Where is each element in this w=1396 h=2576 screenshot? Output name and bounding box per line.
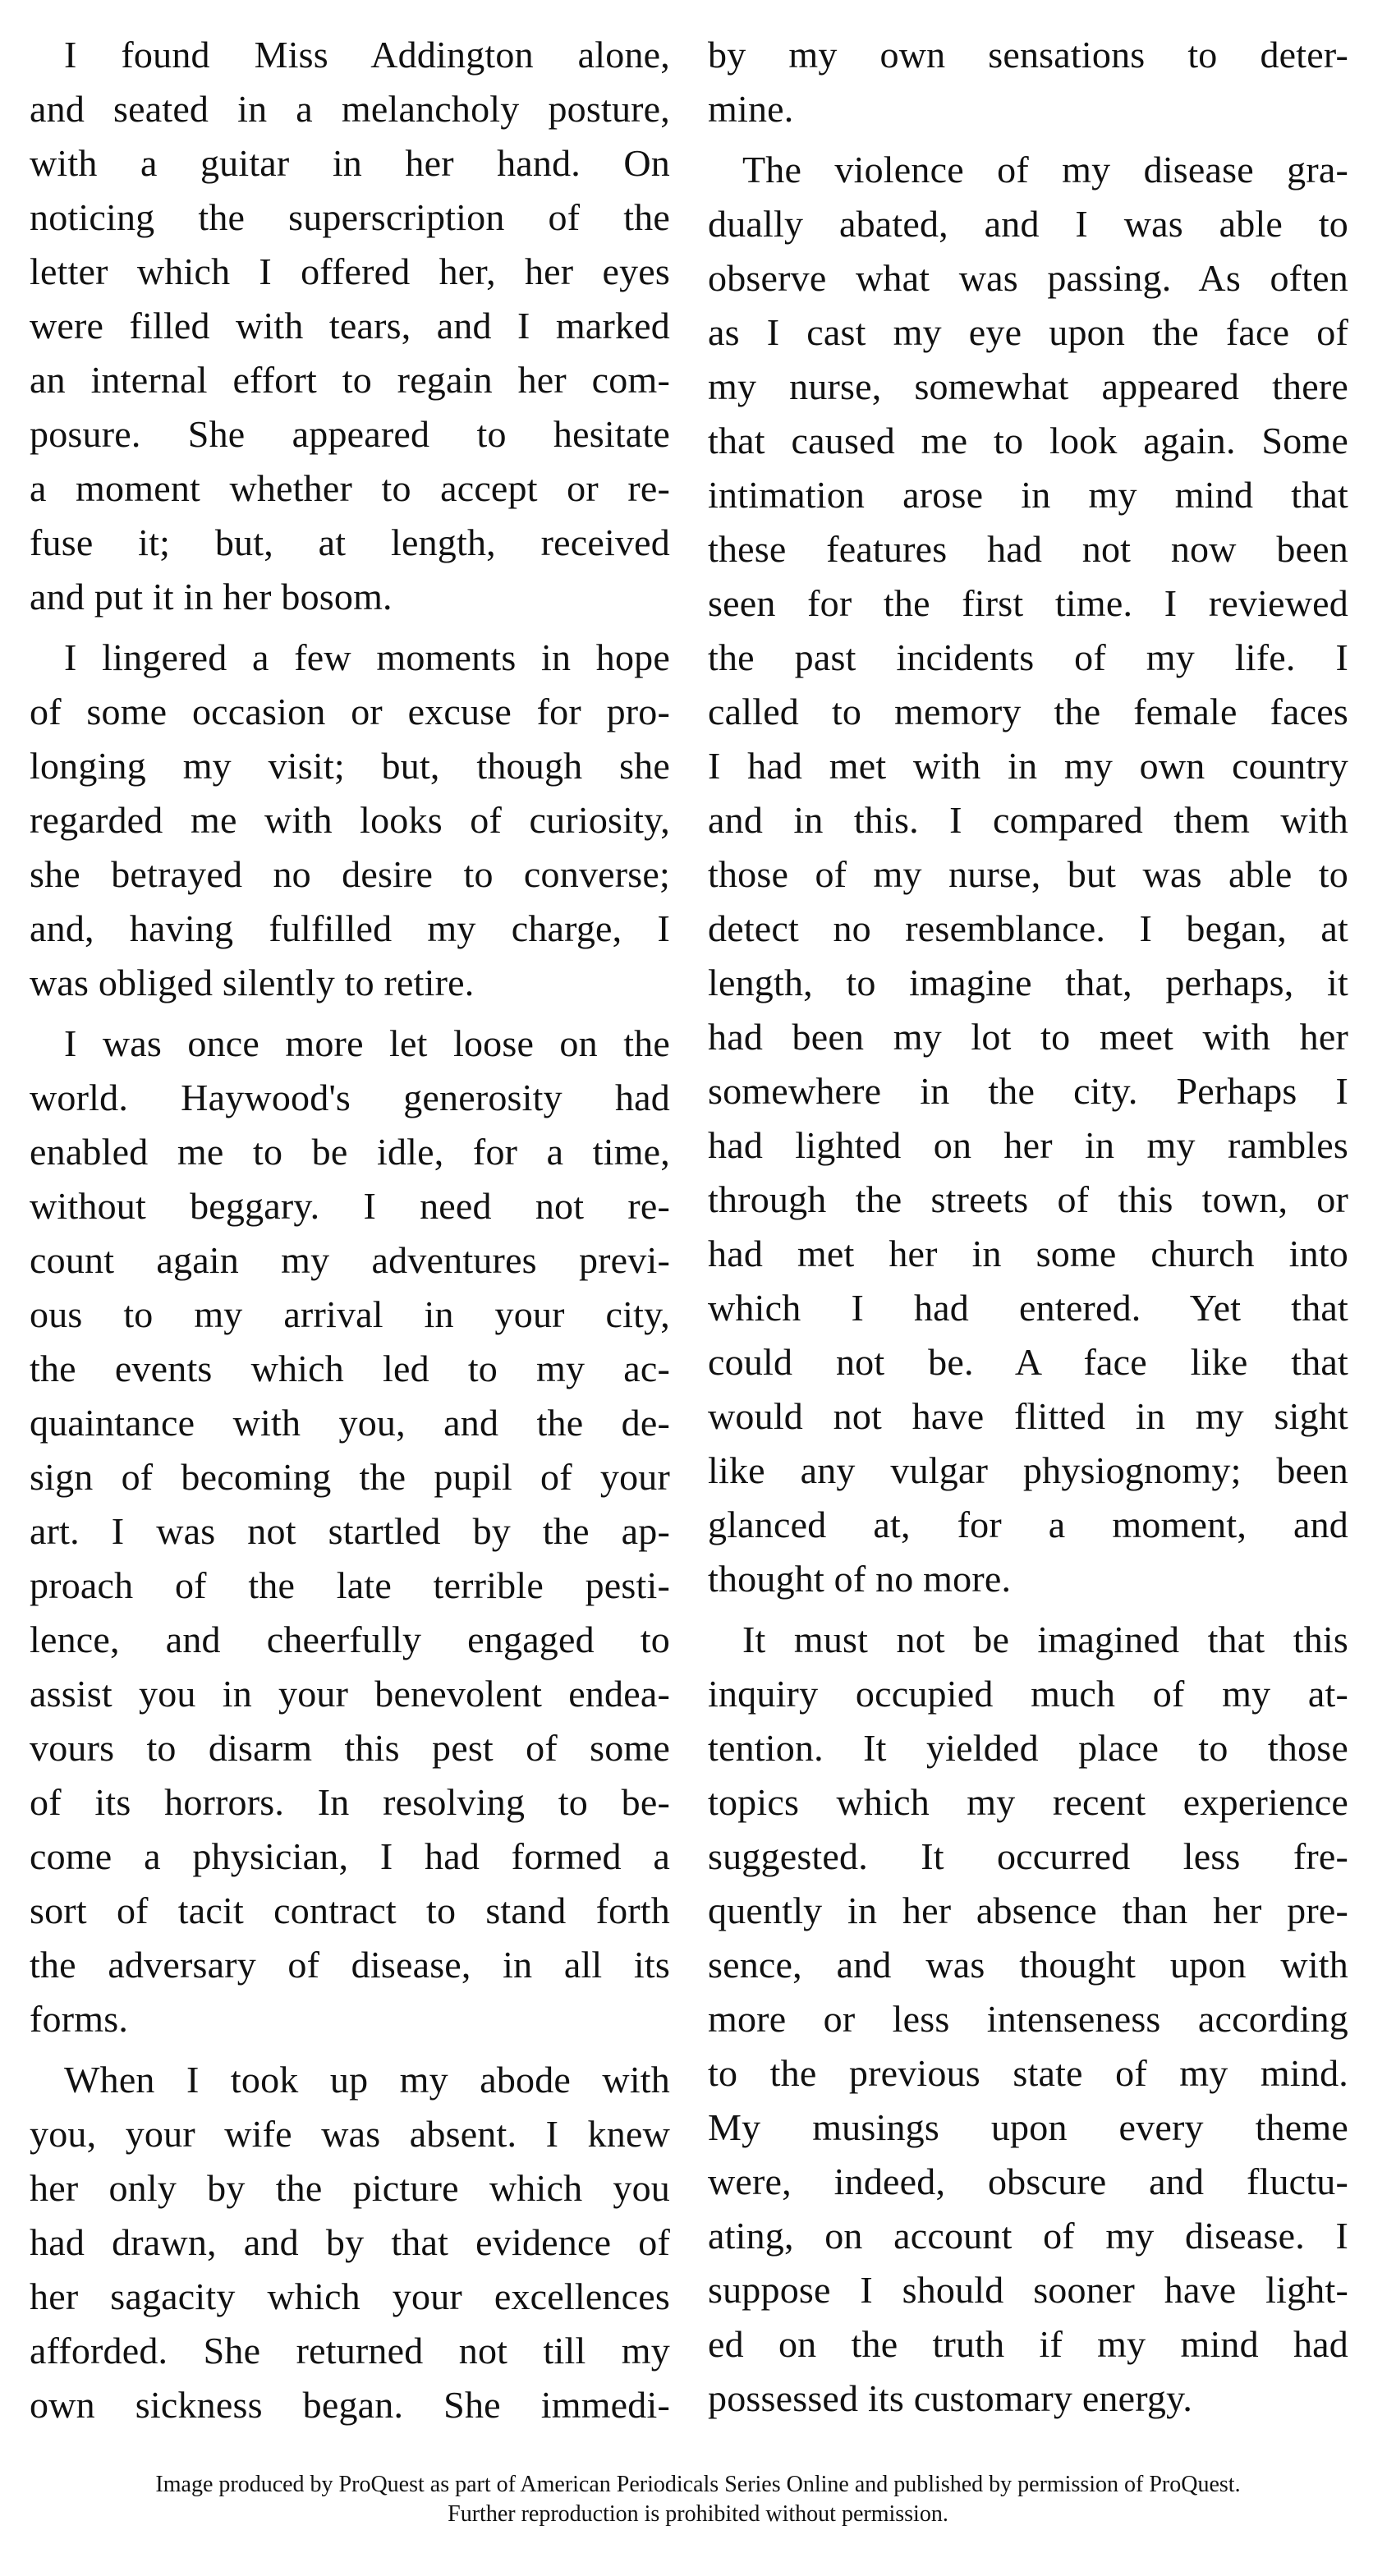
- text-line: tention. It yielded place to those: [708, 1727, 1348, 1769]
- text-line: to the previous state of my mind.: [708, 2052, 1348, 2094]
- paragraph-gap: [708, 2426, 1348, 2432]
- text-line: It must not be imagined that this: [742, 1619, 1348, 1660]
- text-line: inquiry occupied much of my at-: [708, 1673, 1348, 1715]
- text-line: had drawn, and by that evidence of: [30, 2221, 670, 2263]
- text-line: the past incidents of my life. I: [708, 636, 1348, 678]
- text-line: noticing the superscription of the: [30, 196, 670, 238]
- text-line: possessed its customary energy.: [708, 2377, 1193, 2419]
- text-line: an internal effort to regain her com-: [30, 359, 670, 401]
- text-line: longing my visit; but, though she: [30, 745, 670, 787]
- paragraph: [30, 1017, 670, 2046]
- text-line: glanced at, for a moment, and: [708, 1504, 1348, 1545]
- text-line: those of my nurse, but was able to: [708, 853, 1348, 895]
- text-line: detect no resemblance. I began, at: [708, 907, 1348, 949]
- text-line: seen for the first time. I reviewed: [708, 582, 1348, 624]
- text-line: and, having fulfilled my charge, I: [30, 907, 670, 949]
- text-line: were, indeed, obscure and fluctu-: [708, 2160, 1348, 2202]
- paragraph-gap: [30, 624, 670, 631]
- text-line: I found Miss Addington alone,: [64, 34, 670, 76]
- text-line: posure. She appeared to hesitate: [30, 413, 670, 455]
- paragraph: [708, 143, 1348, 1606]
- text-line: I had met with in my own country: [708, 745, 1348, 787]
- text-line: art. I was not startled by the ap-: [30, 1510, 670, 1552]
- text-line: she betrayed no desire to converse;: [30, 853, 670, 895]
- text-line: sence, and was thought upon with: [708, 1944, 1348, 1986]
- text-line: quaintance with you, and the de-: [30, 1402, 670, 1444]
- text-line: When I took up my abode with: [64, 2059, 670, 2101]
- text-line: length, to imagine that, perhaps, it: [708, 962, 1348, 1003]
- left-text-column: [30, 28, 670, 2434]
- text-line: My musings upon every theme: [708, 2106, 1348, 2148]
- paragraph: [708, 2432, 1348, 2434]
- text-line: regarded me with looks of curiosity,: [30, 799, 670, 841]
- text-line: thought of no more.: [708, 1558, 1012, 1600]
- text-line: without beggary. I need not re-: [30, 1185, 670, 1227]
- text-line: her sagacity which your excellences: [30, 2275, 670, 2317]
- text-line: [30, 2432, 670, 2434]
- right-text-column: [708, 28, 1348, 2434]
- text-line: intimation arose in my mind that: [708, 474, 1348, 516]
- footer-line-2: Further reproduction is prohibited without permission.: [448, 2501, 948, 2527]
- text-line: vours to disarm this pest of some: [30, 1727, 670, 1769]
- text-line: fuse it; but, at length, received: [30, 521, 670, 563]
- text-line: had lighted on her in my rambles: [708, 1124, 1348, 1166]
- text-line: lence, and cheerfully engaged to: [30, 1619, 670, 1660]
- text-line: through the streets of this town, or: [708, 1178, 1348, 1220]
- text-line: ed on the truth if my mind had: [708, 2323, 1348, 2365]
- text-line: and seated in a melancholy posture,: [30, 88, 670, 130]
- text-line: could not be. A face like that: [708, 1341, 1348, 1383]
- text-line: you, your wife was absent. I knew: [30, 2113, 670, 2155]
- text-line: own sickness began. She immedi-: [30, 2384, 670, 2426]
- paragraph: [30, 2053, 670, 2434]
- paragraph: [708, 28, 1348, 136]
- paragraph-gap: [30, 2046, 670, 2053]
- paragraph-gap: [708, 136, 1348, 143]
- text-line: suggested. It occurred less fre-: [708, 1835, 1348, 1877]
- text-line: come a physician, I had formed a: [30, 1835, 670, 1877]
- paragraph: [708, 1613, 1348, 2426]
- text-line: dually abated, and I was able to: [708, 203, 1348, 245]
- text-line: by my own sensations to deter-: [708, 34, 1348, 76]
- text-line: world. Haywood's generosity had: [30, 1077, 670, 1118]
- text-line: these features had not now been: [708, 528, 1348, 570]
- text-line: would not have flitted in my sight: [708, 1395, 1348, 1437]
- text-line: had met her in some church into: [708, 1233, 1348, 1274]
- text-line: I was once more let loose on the: [64, 1022, 670, 1064]
- paragraph-gap: [708, 1606, 1348, 1613]
- text-line: as I cast my eye upon the face of: [708, 311, 1348, 353]
- text-line: afforded. She returned not till my: [30, 2330, 670, 2372]
- text-line: a moment whether to accept or re-: [30, 467, 670, 509]
- text-line: were filled with tears, and I marked: [30, 305, 670, 347]
- text-line: forms.: [30, 1998, 129, 2040]
- text-line: my nurse, somewhat appeared there: [708, 365, 1348, 407]
- text-line: assist you in your benevolent endea-: [30, 1673, 670, 1715]
- text-line: of some occasion or excuse for pro-: [30, 691, 670, 732]
- text-line: that caused me to look again. Some: [708, 420, 1348, 461]
- text-line: topics which my recent experience: [708, 1781, 1348, 1823]
- text-line: [708, 2432, 1348, 2434]
- copyright-footer: [0, 2470, 1396, 2529]
- text-line: quently in her absence than her pre-: [708, 1890, 1348, 1931]
- text-line: mine.: [708, 88, 794, 130]
- text-line: somewhere in the city. Perhaps I: [708, 1070, 1348, 1112]
- text-line: more or less intenseness according: [708, 1998, 1348, 2040]
- paragraph-gap: [30, 1010, 670, 1017]
- text-line: had been my lot to meet with her: [708, 1016, 1348, 1058]
- text-line: of its horrors. In resolving to be-: [30, 1781, 670, 1823]
- footer-line-1: Image produced by ProQuest as part of American Periodicals Series Online and published by permission of ProQuest.: [155, 2472, 1241, 2497]
- text-line: observe what was passing. As often: [708, 257, 1348, 299]
- text-line: suppose I should sooner have light-: [708, 2269, 1348, 2311]
- text-line: her only by the picture which you: [30, 2167, 670, 2209]
- text-line: ous to my arrival in your city,: [30, 1293, 670, 1335]
- text-line: The violence of my disease gra-: [742, 149, 1348, 191]
- paragraph: [30, 28, 670, 624]
- text-line: sort of tacit contract to stand forth: [30, 1890, 670, 1931]
- text-line: ating, on account of my disease. I: [708, 2215, 1348, 2257]
- text-line: letter which I offered her, her eyes: [30, 250, 670, 292]
- text-line: the adversary of disease, in all its: [30, 1944, 670, 1986]
- text-line: was obliged silently to retire.: [30, 962, 475, 1003]
- text-line: the events which led to my ac-: [30, 1348, 670, 1389]
- text-line: count again my adventures previ-: [30, 1239, 670, 1281]
- text-line: which I had entered. Yet that: [708, 1287, 1348, 1329]
- paragraph: [30, 631, 670, 1010]
- text-line: sign of becoming the pupil of your: [30, 1456, 670, 1498]
- text-line: enabled me to be idle, for a time,: [30, 1131, 670, 1173]
- text-line: like any vulgar physiognomy; been: [708, 1449, 1348, 1491]
- text-line: and put it in her bosom.: [30, 576, 393, 618]
- text-line: called to memory the female faces: [708, 691, 1348, 732]
- text-line: proach of the late terrible pesti-: [30, 1564, 670, 1606]
- text-line: with a guitar in her hand. On: [30, 142, 670, 184]
- text-line: and in this. I compared them with: [708, 799, 1348, 841]
- text-line: I lingered a few moments in hope: [64, 636, 670, 678]
